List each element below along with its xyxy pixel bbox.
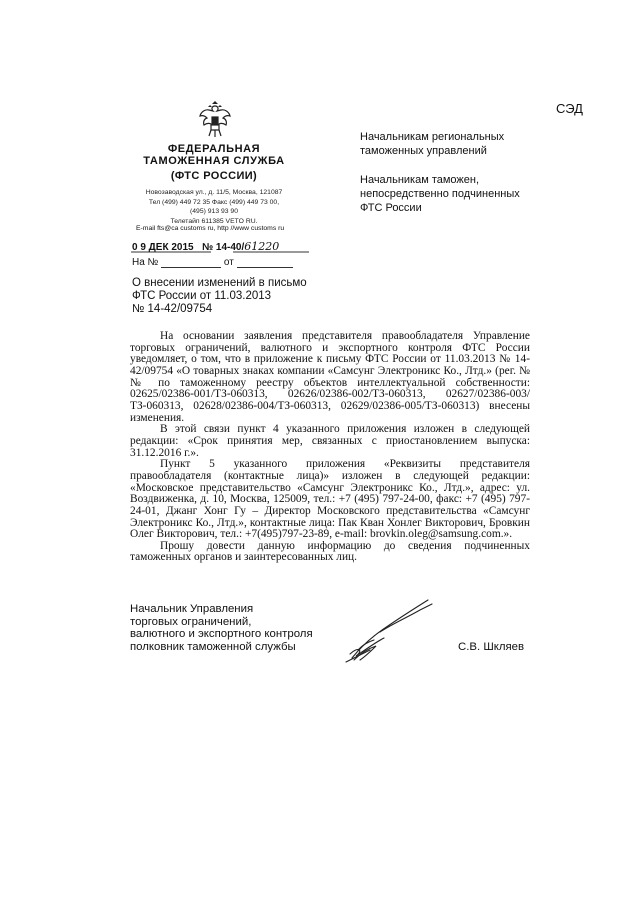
- letter-subject: [132, 277, 307, 316]
- registration-number-handwritten: 61220: [244, 240, 280, 253]
- recipient-line: Начальникам региональных: [360, 131, 505, 143]
- coat-of-arms-icon: [195, 100, 235, 140]
- position-line: Начальник Управления: [130, 603, 254, 615]
- address-line: Новозаводская ул., д. 11/5, Москва, 121087: [145, 189, 283, 196]
- org-name-line1: ФЕДЕРАЛЬНАЯ: [167, 143, 261, 155]
- recipient-block-1: [360, 130, 504, 158]
- na-label: На №: [132, 257, 159, 268]
- recipient-line: непосредственно подчиненных: [360, 188, 520, 200]
- recipient-line: таможенных управлений: [360, 145, 487, 157]
- org-name-line2: ТАМОЖЕННАЯ СЛУЖБА: [143, 155, 285, 167]
- letter-body: [130, 331, 530, 564]
- handwritten-signature: [340, 590, 440, 670]
- address-line: Тел (499) 449 72 35 Факс (499) 449 73 00,: [148, 198, 280, 206]
- position-line: торговых ограничений,: [130, 615, 252, 628]
- sed-label: СЭД: [556, 101, 583, 116]
- signatory-position: [130, 603, 313, 653]
- body-paragraph: На основании заявления представителя правообладателя Управление торговых ограничений, валютного и экспортного контроля ФТС России уведомляет, о том, что в приложение к письму ФТС России от 11.03.2013 № 14-42/09754 «О товарных знаках компании «Самсунг Электроникс Ко., Лтд.» (рег. №№ по таможенному реестру объектов интеллектуальной собственности: 02625/02386-001/ТЗ-060313, 02626/02386-002/ТЗ-060313, 02627/02386-003/ ТЗ-060313, 02628/02386-004/ТЗ-060313, 02629/02386-005/ТЗ-060313) внесены изменения.: [130, 330, 530, 424]
- org-short-name: (ФТС РОССИИ): [170, 170, 258, 182]
- registration-underline: [131, 251, 311, 254]
- signatory-name: С.В. Шкляев: [458, 641, 525, 653]
- subject-line: О внесении изменений в письмо: [132, 277, 307, 289]
- org-address: [124, 188, 304, 226]
- ot-label: от: [223, 257, 234, 268]
- org-email-line: E-mail fts@ca customs ru, http //www customs ru: [136, 225, 285, 232]
- position-line: валютного и экспортного контроля: [130, 628, 313, 640]
- address-line: Телетайп 611385 VETO RU.: [170, 217, 258, 225]
- address-line: (495) 913 93 90: [190, 208, 238, 216]
- registration-date: 0 9 ДЕК 2015: [132, 242, 194, 253]
- ot-date-blank: [237, 257, 293, 268]
- registration-number-prefix: № 14-40/: [201, 242, 245, 253]
- body-paragraph: В этой связи пункт 4 указанного приложения изложен в следующей редакции: «Срок принятия мер, связанных с приостановлением выпуска: 31.12.2016 г.».: [130, 423, 530, 459]
- subject-line: ФТС России от 11.03.2013: [132, 290, 272, 302]
- body-paragraph: Прошу довести данную информацию до сведения подчиненных таможенных органов и заинтересованных лиц.: [130, 539, 530, 564]
- recipient-line: Начальникам таможен,: [360, 174, 480, 186]
- body-paragraph: Пункт 5 указанного приложения «Реквизиты представителя правообладателя (контактные лица)» изложен в следующей редакции: «Московское представительство «Самсунг Электроникс Ко., Лтд.», адрес: ул. Воздвиженка, д. 10, Москва, 125009, тел.: +7 (495) 797-24-00, факс: +7 (495) 797-24-01, Джанг Хонг Гу – Директор Московского представительства «Самсунг Электроникс Ко., Лтд.», контактные лица: Пак Кван Хонлег Викторович, Бровкин Олег Викторович, тел.: +7(495)797-23-89, e-mail: brovkin.oleg@samsung.com.».: [130, 458, 530, 541]
- position-line: полковник таможенной службы: [130, 640, 296, 653]
- reference-line: [132, 257, 293, 268]
- na-number-blank: [161, 257, 221, 268]
- subject-line: № 14-42/09754: [132, 303, 213, 315]
- recipient-block-2: [360, 173, 520, 215]
- recipient-line: ФТС России: [360, 202, 422, 214]
